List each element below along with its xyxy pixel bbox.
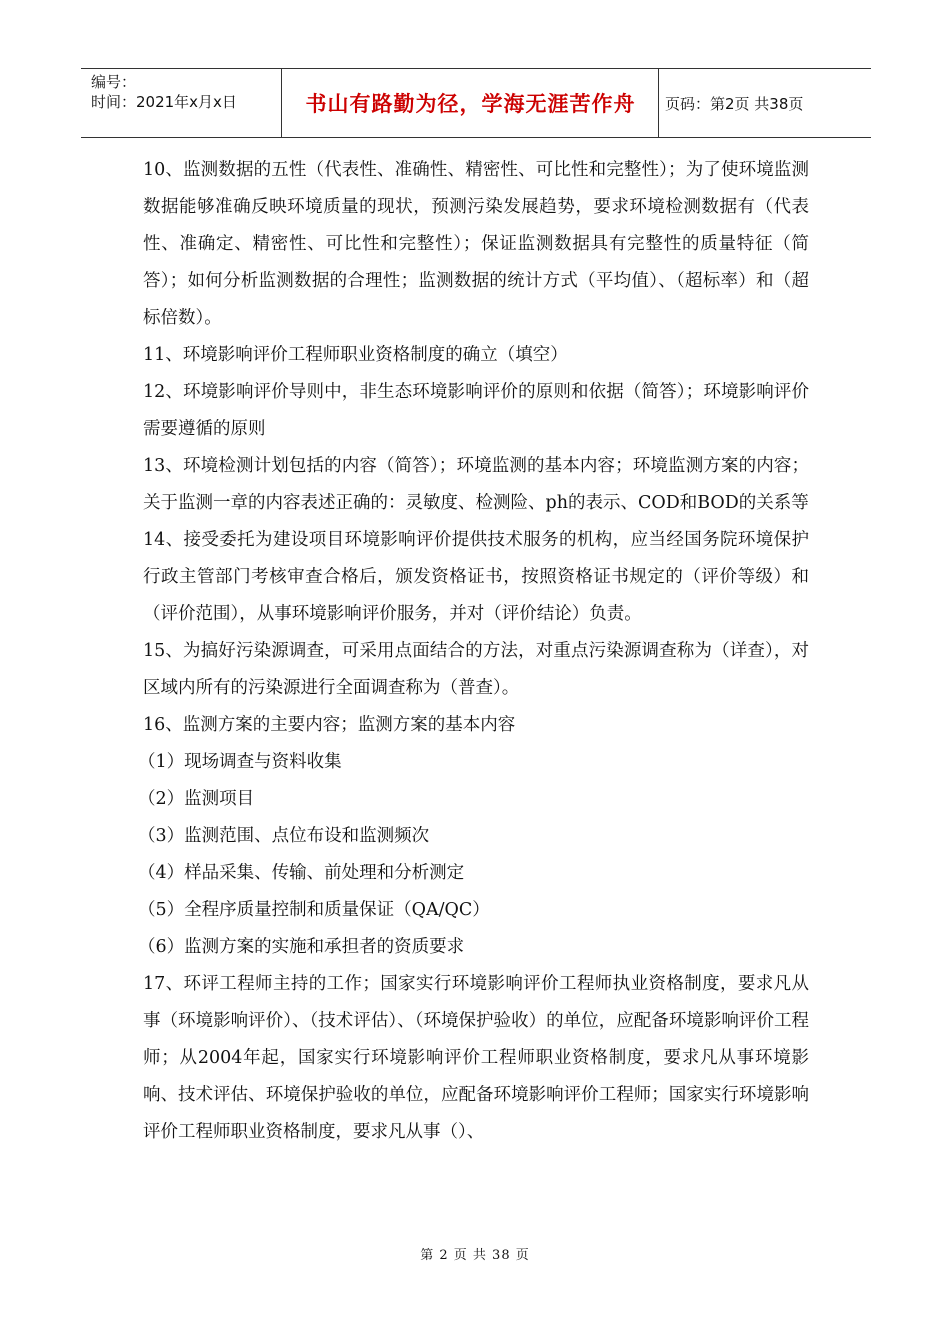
paragraph-10: 10、监测数据的五性（代表性、准确性、精密性、可比性和完整性）；为了使环境监测数据能够准确反映环境质量的现状，预测污染发展趋势，要求环境检测数据有（代表性、准确定、精密性、可比性和完整性）；保证监测数据具有完整性的质量特征（简答）；如何分析监测数据的合理性；监测数据的统计方式（平均值）、（超标率）和（超标倍数）。 bbox=[143, 160, 809, 328]
paragraph-17: 17、环评工程师主持的工作；国家实行环境影响评价工程师执业资格制度，要求凡从事（环境影响评价）、（技术评估）、（环境保护验收）的单位，应配备环境影响评价工程师；从2004年起，国家实行环境影响评价工程师职业资格制度，要求凡从事环境影响、技术评估、环境保护验收的单位，应配备环境影响评价工程师；国家实行环境影响评价工程师职业资格制度，要求凡从事（）、 bbox=[143, 974, 809, 1142]
list-item: （4）样品采集、传输、前处理和分析测定 bbox=[138, 863, 465, 883]
paragraph-11: 11、环境影响评价工程师职业资格制度的确立（填空） bbox=[143, 345, 568, 365]
document-number-label: 编号： bbox=[91, 73, 137, 91]
header-meta bbox=[81, 69, 282, 137]
document-time-label: 时间：2021年x月x日 bbox=[91, 93, 237, 111]
list-item: （5）全程序质量控制和质量保证（QA/QC） bbox=[138, 900, 490, 920]
paragraph-15: 15、为搞好污染源调查，可采用点面结合的方法，对重点污染源调查称为（详查），对区域内所有的污染源进行全面调查称为（普查）。 bbox=[143, 641, 809, 698]
list-item: （1）现场调查与资料收集 bbox=[138, 752, 342, 772]
header-page-number: 页码：第2页 共38页 bbox=[665, 94, 804, 113]
document-body bbox=[138, 152, 809, 1151]
header-motto: 书山有路勤为径，学海无涯苦作舟 bbox=[283, 69, 659, 137]
paragraph-14: 14、接受委托为建设项目环境影响评价提供技术服务的机构，应当经国务院环境保护行政主管部门考核审查合格后，颁发资格证书，按照资格证书规定的（评价等级）和（评价范围），从事环境影响评价服务，并对（评价结论）负责。 bbox=[143, 530, 809, 624]
paragraph-12: 12、环境影响评价导则中，非生态环境影响评价的原则和依据（简答）；环境影响评价需要遵循的原则 bbox=[143, 382, 809, 439]
list-item: （2）监测项目 bbox=[138, 789, 255, 809]
list-item: （6）监测方案的实施和承担者的资质要求 bbox=[138, 937, 465, 957]
page-footer: 第 2 页 共 38 页 bbox=[420, 1248, 530, 1263]
page-header bbox=[81, 68, 871, 138]
paragraph-13: 13、环境检测计划包括的内容（简答）；环境监测的基本内容；环境监测方案的内容；关于监测一章的内容表述正确的：灵敏度、检测险、ph的表示、COD和BOD的关系等 bbox=[143, 456, 809, 513]
list-item: （3）监测范围、点位布设和监测频次 bbox=[138, 826, 430, 846]
paragraph-16: 16、监测方案的主要内容；监测方案的基本内容 bbox=[143, 715, 516, 735]
